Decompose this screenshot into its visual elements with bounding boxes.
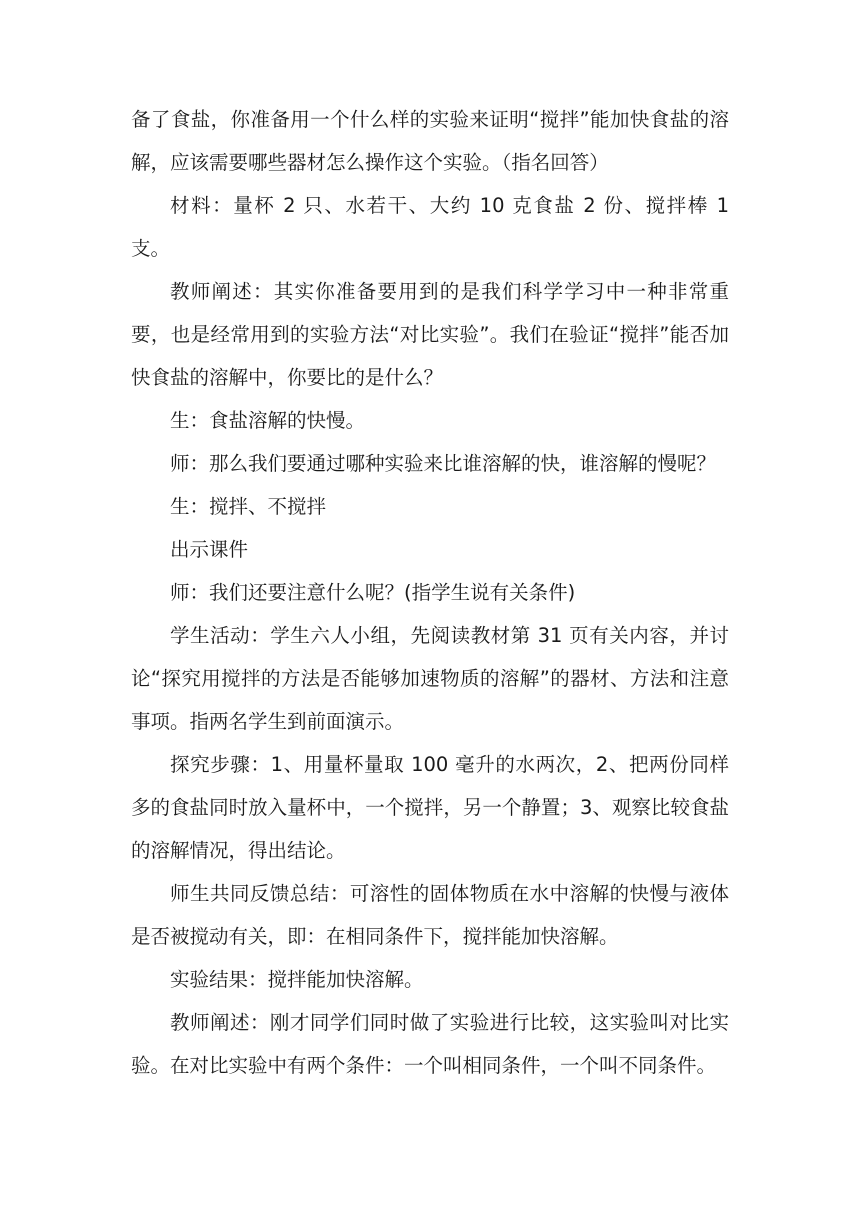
paragraph-student-answer: 生：食盐溶解的快慢。 (170, 409, 366, 432)
document-body (131, 98, 729, 1087)
paragraph-teacher-question: 师：我们还要注意什么呢？(指学生说有关条件) (170, 581, 576, 604)
paragraph-student-answer: 生：搅拌、不搅拌 (170, 495, 327, 518)
paragraph-continued: 备了食盐，你准备用一个什么样的实验来证明“搅拌”能加快食盐的溶解，应该需要哪些器材怎么操作这个实验。（指名回答） (131, 108, 729, 174)
paragraph-materials: 材料：量杯 2 只、水若干、大约 10 克食盐 2 份、搅拌棒 1 支。 (131, 194, 729, 260)
paragraph-inquiry-steps: 探究步骤：1、用量杯量取 100 毫升的水两次，2、把两份同样多的食盐同时放入量杯中，一个搅拌，另一个静置；3、观察比较食盐的溶解情况，得出结论。 (131, 753, 729, 862)
paragraph-student-activity: 学生活动：学生六人小组，先阅读教材第 31 页有关内容，并讨论“探究用搅拌的方法是否能够加速物质的溶解”的器材、方法和注意事项。指两名学生到前面演示。 (131, 624, 729, 733)
paragraph-summary: 师生共同反馈总结：可溶性的固体物质在水中溶解的快慢与液体是否被搅动有关，即：在相同条件下，搅拌能加快溶解。 (131, 882, 729, 948)
paragraph-result: 实验结果：搅拌能加快溶解。 (170, 968, 424, 991)
paragraph-show-courseware: 出示课件 (170, 538, 249, 561)
paragraph-teacher-explanation: 教师阐述：其实你准备要用到的是我们科学学习中一种非常重要，也是经常用到的实验方法“对比实验”。我们在验证“搅拌”能否加快食盐的溶解中，你要比的是什么？ (131, 280, 729, 389)
paragraph-teacher-question: 师：那么我们要通过哪种实验来比谁溶解的快，谁溶解的慢呢？ (170, 452, 717, 475)
paragraph-teacher-explanation: 教师阐述：刚才同学们同时做了实验进行比较，这实验叫对比实验。在对比实验中有两个条件：一个叫相同条件，一个叫不同条件。 (131, 1011, 729, 1077)
